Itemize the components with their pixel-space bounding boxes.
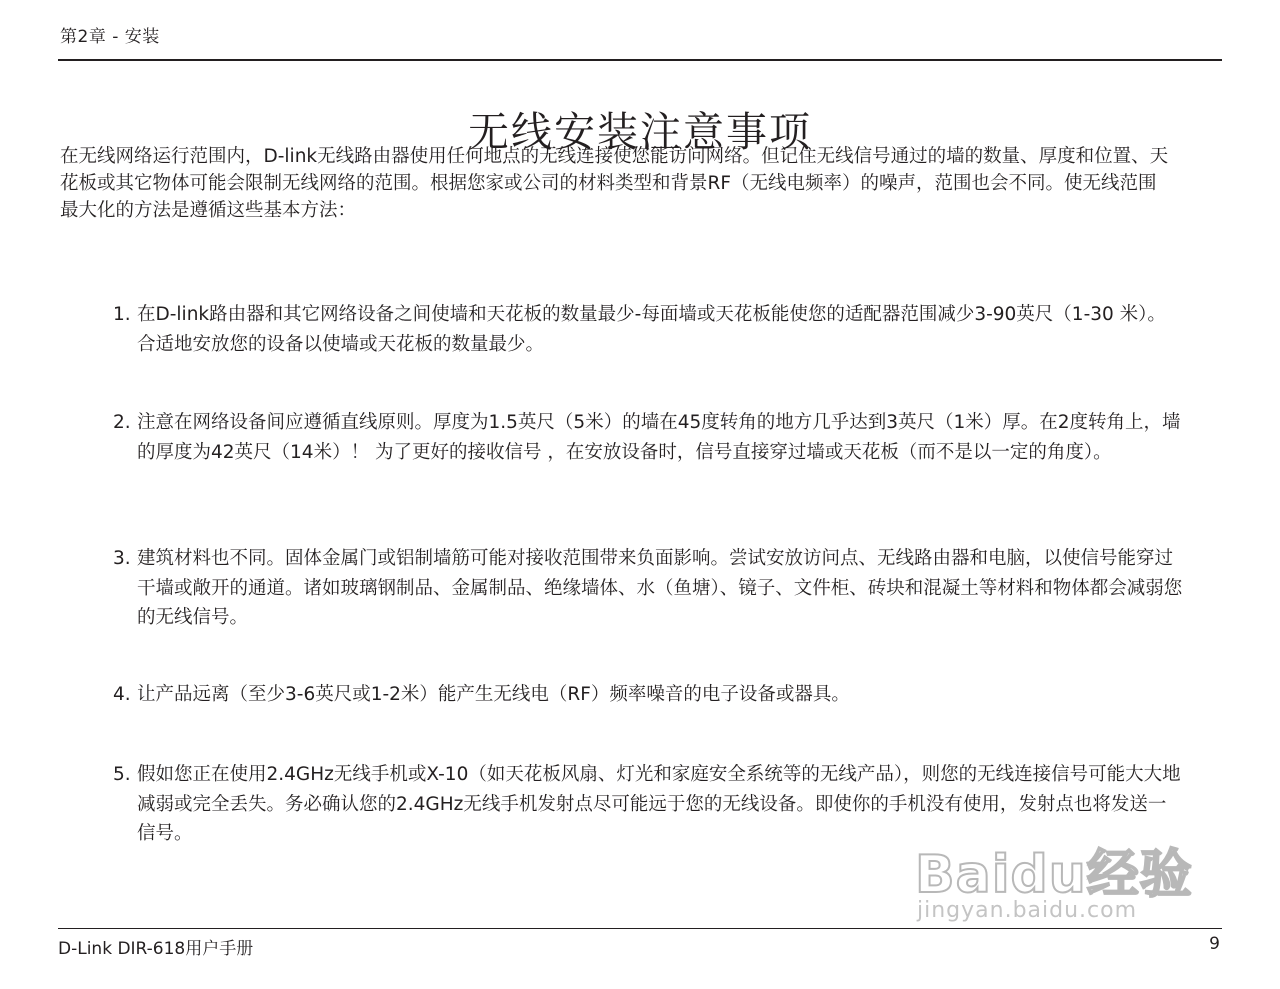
watermark-url: jingyan.baidu.com (917, 898, 1138, 923)
list-item-number: 4. (113, 684, 131, 705)
list-item-number: 3. (113, 548, 131, 569)
watermark-logo: Baidu经验 (915, 845, 1193, 905)
list-item (113, 680, 1183, 710)
list-item (113, 544, 1183, 633)
list-item-text: 让产品远离（至少3-6英尺或1-2米）能产生无线电（RF）频率噪音的电子设备或器具。 (137, 684, 850, 705)
list-item-number: 1. (113, 304, 131, 325)
page-number: 9 (1209, 934, 1220, 954)
list-item-text: 建筑材料也不同。固体金属门或铝制墙筋可能对接收范围带来负面影响。尝试安放访问点、无线路由器和电脑，以使信号能穿过干墙或敞开的通道。诸如玻璃钢制品、金属制品、绝缘墙体、水（鱼塘）、镜子、文件柜、砖块和混凝土等材料和物体都会减弱您的无线信号。 (137, 548, 1183, 628)
list-item-text: 在D-link路由器和其它网络设备之间使墙和天花板的数量最少-每面墙或天花板能使您的适配器范围减少3-90英尺（1-30 米）。合适地安放您的设备以使墙或天花板的数量最少。 (137, 304, 1166, 355)
intro-paragraph: 在无线网络运行范围内，D-link无线路由器使用任何地点的无线连接使您能访问网络。但记住无线信号通过的墙的数量、厚度和位置、天花板或其它物体可能会限制无线网络的范围。根据您家或公司的材料类型和背景RF（无线电频率）的噪声，范围也会不同。使无线范围最大化的方法是遵循这些基本方法： (60, 146, 1169, 221)
list-item-number: 2. (113, 412, 131, 433)
page-title: 无线安装注意事项 (468, 108, 812, 157)
list-item-number: 5. (113, 764, 131, 785)
chapter-header: 第2章 - 安装 (60, 27, 160, 47)
manual-name: D-Link DIR-618用户手册 (58, 939, 254, 959)
list-item (113, 408, 1183, 467)
footer-rule (58, 928, 1222, 929)
header-rule (58, 59, 1222, 61)
list-item (113, 760, 1183, 849)
list-item-text: 注意在网络设备间应遵循直线原则。厚度为1.5英尺（5米）的墙在45度转角的地方几乎达到3英尺（1米）厚。在2度转角上，墙的厚度为42英尺（14米）！ 为了更好的接收信号 ，在安放设备时，信号直接穿过墙或天花板（而不是以一定的角度）。 (137, 412, 1181, 463)
list-item (113, 300, 1183, 359)
list-item-text: 假如您正在使用2.4GHz无线手机或X-10（如天花板风扇、灯光和家庭安全系统等的无线产品），则您的无线连接信号可能大大地减弱或完全丢失。务必确认您的2.4GHz无线手机发射点尽可能远于您的无线设备。即使你的手机没有使用，发射点也将发送一信号。 (137, 764, 1181, 844)
